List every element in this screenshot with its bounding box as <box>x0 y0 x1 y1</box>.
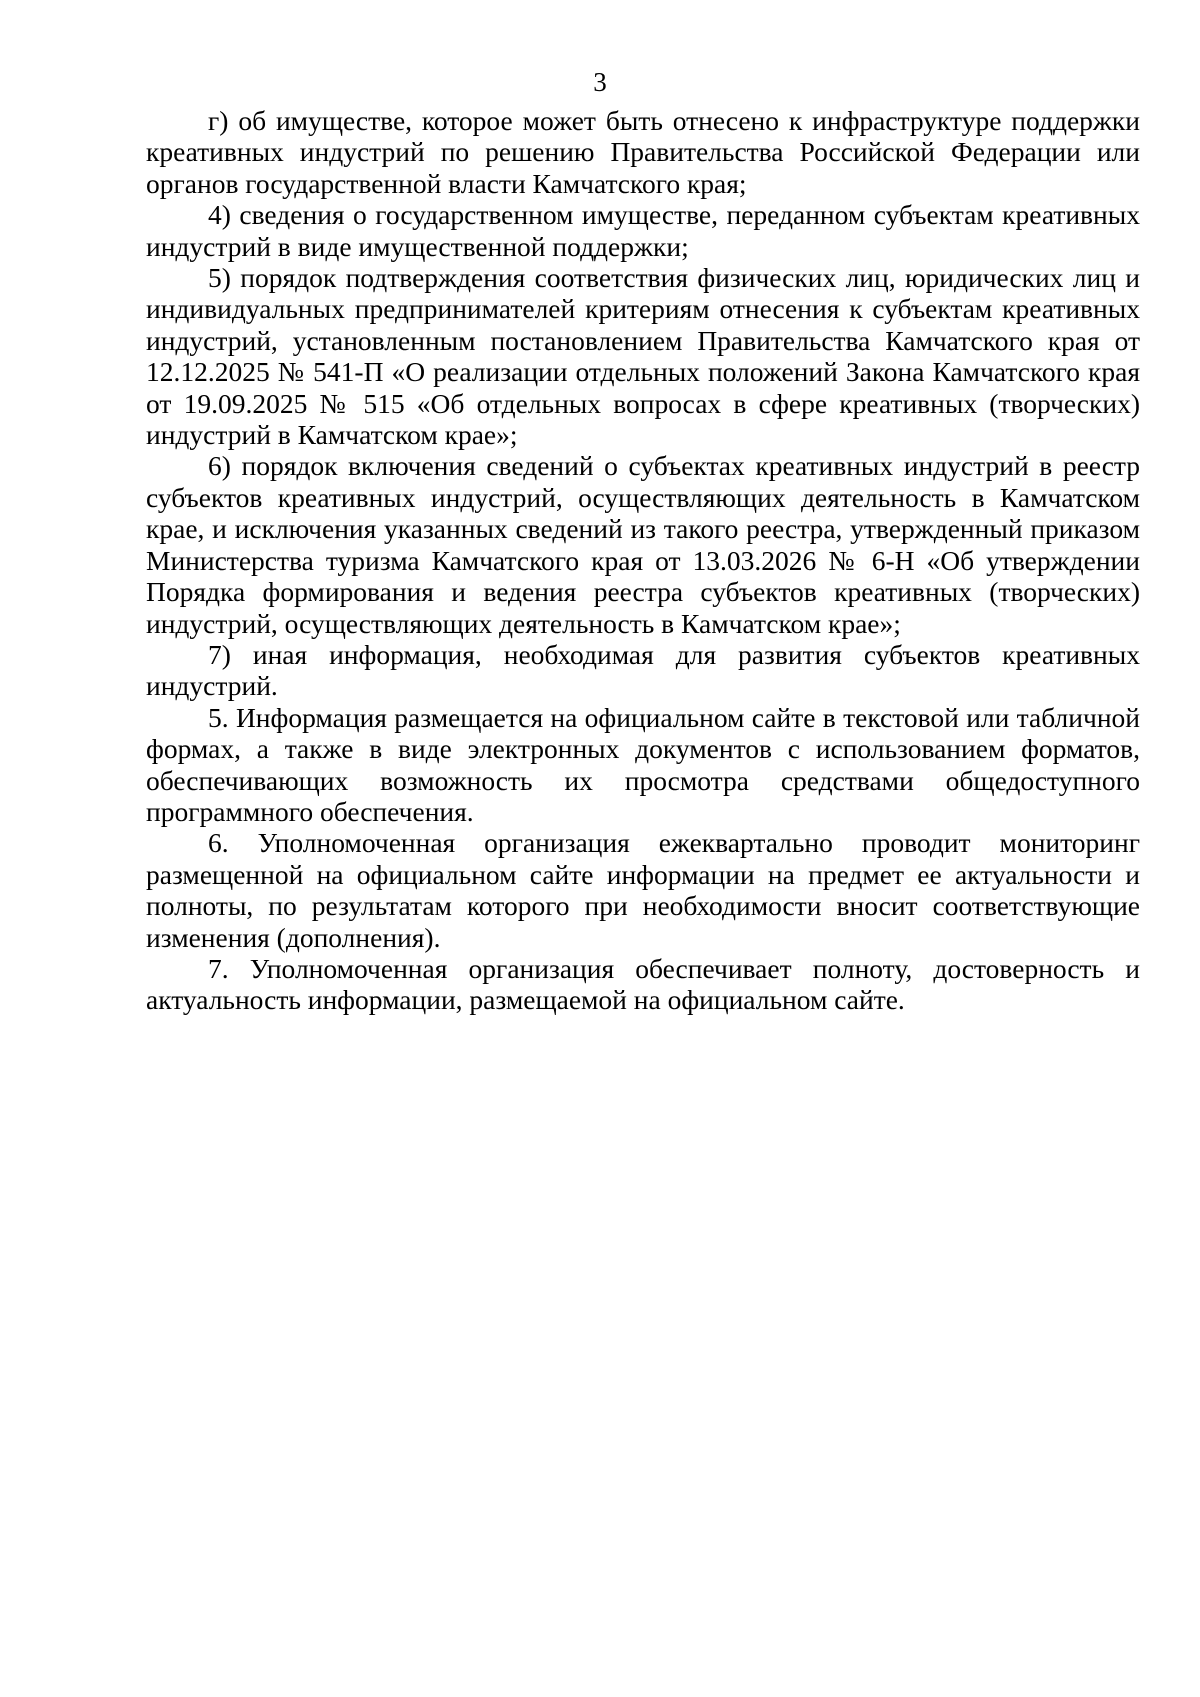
paragraph-clause-7-completeness: 7. Уполномоченная организация обеспечивает полноту, достоверность и актуальность информации, размещаемой на официальном сайте. <box>146 952 1140 1016</box>
document-body <box>146 105 1140 1016</box>
paragraph-item-7-other-information: 7) иная информация, необходимая для развития субъектов креативных индустрий. <box>146 638 1140 702</box>
page-number: 3 <box>593 67 607 97</box>
paragraph-item-6-registry-procedure: 6) порядок включения сведений о субъектах креативных индустрий в реестр субъектов креативных индустрий, осуществляющих деятельность в Камчатском крае, и исключения указанных сведений из такого реестра, утвержденный приказом Министерства туризма Камчатского края от 13.03.2026 № 6-Н «Об утверждении Порядка формирования и ведения реестра субъектов креативных (творческих) индустрий, осуществляющих деятельность в Камчатском крае»; <box>146 450 1140 639</box>
paragraph-clause-5-publication-format: 5. Информация размещается на официальном сайте в текстовой или табличной формах, а также в виде электронных документов с использованием форматов, обеспечивающих возможность их просмотра средствами общедоступного программного обеспечения. <box>146 701 1140 827</box>
paragraph-item-5-confirmation-procedure: 5) порядок подтверждения соответствия физических лиц, юридических лиц и индивидуальных предпринимателей критериям отнесения к субъектам креативных индустрий, установленным постановлением Правительства Камчатского края от 12.12.2025 № 541-П «О реализации отдельных положений Закона Камчатского края от 19.09.2025 № 515 «Об отдельных вопросах в сфере креативных (творческих) индустрий в Камчатском крае»; <box>146 262 1140 451</box>
paragraph-item-4-state-property: 4) сведения о государственном имуществе, переданном субъектам креативных индустрий в виде имущественной поддержки; <box>146 199 1140 262</box>
paragraph-clause-6-monitoring: 6. Уполномоченная организация ежеквартально проводит мониторинг размещенной на официальном сайте информации на предмет ее актуальности и полноты, по результатам которого при необходимости вносит соответствующие изменения (дополнения). <box>146 827 1140 953</box>
paragraph-item-g-property: г) об имуществе, которое может быть отнесено к инфраструктуре поддержки креативных индустрий по решению Правительства Российской Федерации или органов государственной власти Камчатского края; <box>146 105 1140 199</box>
